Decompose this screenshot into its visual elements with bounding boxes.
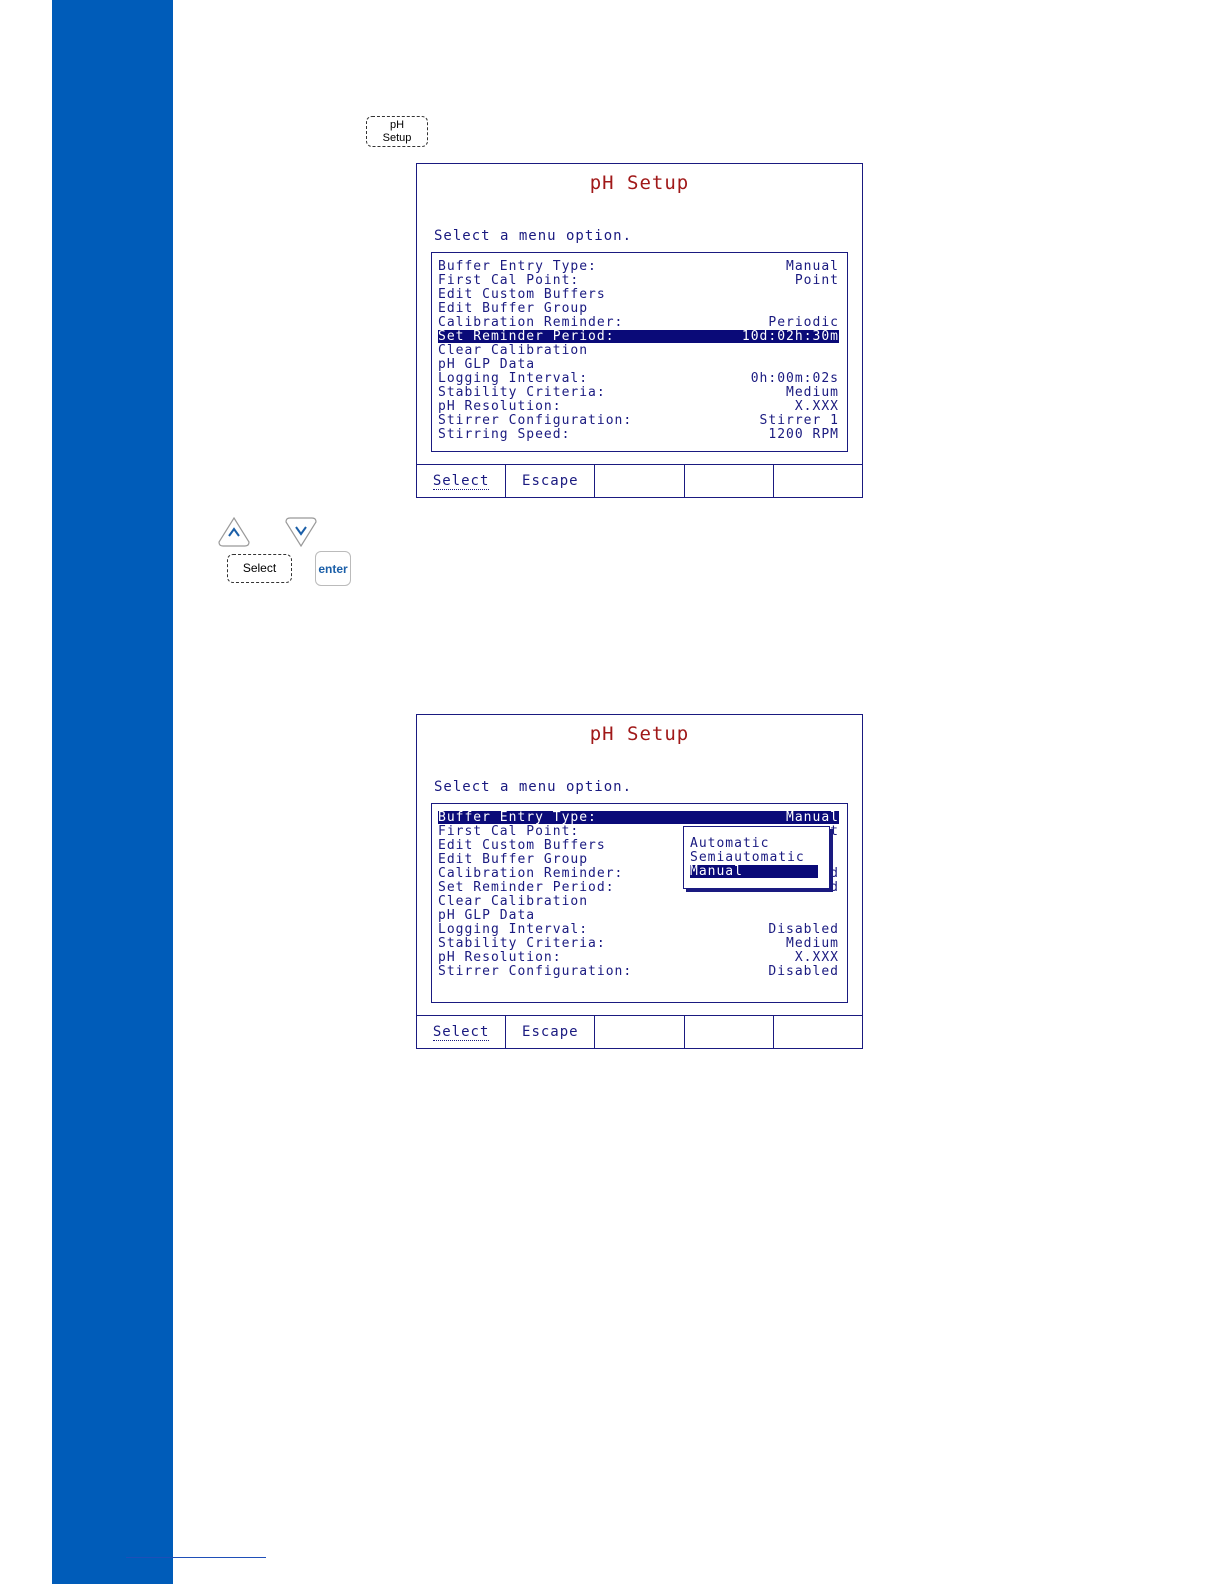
- softkey-bar: [417, 1015, 862, 1048]
- sidebar-band: [52, 0, 173, 1584]
- menu-item-label: Stability Criteria:: [438, 385, 606, 400]
- up-arrow-key[interactable]: [217, 516, 251, 548]
- menu-item[interactable]: [438, 923, 839, 936]
- menu-item-label: Logging Interval:: [438, 922, 589, 937]
- menu-item-label: Stirring Speed:: [438, 427, 571, 442]
- screen-prompt: Select a menu option.: [434, 228, 633, 244]
- menu-item[interactable]: [438, 965, 839, 978]
- menu-item-value: 1200 RPM: [768, 427, 839, 442]
- menu-item-value: Disabled: [768, 922, 839, 937]
- menu-item-value: X.XXX: [794, 399, 839, 414]
- menu-item-label: Stability Criteria:: [438, 936, 606, 951]
- menu-item-label: pH GLP Data: [438, 908, 536, 923]
- menu-item-value: Medium: [786, 936, 839, 951]
- menu-list: [431, 252, 848, 452]
- menu-item[interactable]: [438, 937, 839, 950]
- select-key-label: Select: [242, 560, 277, 575]
- menu-item-label: Logging Interval:: [438, 371, 589, 386]
- lcd-screen-1: [416, 163, 863, 498]
- menu-item-label: Clear Calibration: [438, 343, 589, 358]
- enter-key-label: enter: [318, 561, 348, 576]
- menu-item-value: t: [830, 824, 839, 839]
- menu-item[interactable]: [438, 260, 839, 273]
- menu-item[interactable]: [438, 909, 839, 922]
- menu-list: [431, 803, 848, 1003]
- softkey-blank-5[interactable]: [773, 465, 862, 497]
- menu-item-label: Calibration Reminder:: [438, 866, 624, 881]
- softkey-escape[interactable]: Escape: [505, 1016, 594, 1048]
- menu-item[interactable]: [438, 951, 839, 964]
- enter-key[interactable]: [315, 551, 351, 586]
- menu-item[interactable]: [438, 316, 839, 329]
- menu-item-label: Edit Custom Buffers: [438, 287, 606, 302]
- menu-item[interactable]: [438, 288, 839, 301]
- menu-item-label: Set Reminder Period:: [438, 329, 615, 344]
- popup-option[interactable]: Semiautomatic: [690, 850, 805, 865]
- popup-option-selected[interactable]: Manual: [690, 865, 818, 878]
- ph-setup-key-line1: pH: [389, 119, 405, 132]
- menu-item-value: d: [830, 880, 839, 895]
- menu-item[interactable]: [438, 302, 839, 315]
- menu-item-label: Stirrer Configuration:: [438, 964, 633, 979]
- menu-item-label: Calibration Reminder:: [438, 315, 624, 330]
- menu-item-value: Manual: [786, 810, 839, 825]
- menu-item-selected[interactable]: [438, 330, 839, 343]
- menu-item-label: Buffer Entry Type:: [438, 810, 597, 825]
- ph-setup-key[interactable]: [366, 116, 428, 147]
- down-arrow-key[interactable]: [284, 516, 318, 548]
- menu-item-label: Edit Custom Buffers: [438, 838, 606, 853]
- menu-item-value: Disabled: [768, 964, 839, 979]
- softkey-bar: [417, 464, 862, 497]
- softkey-blank-5[interactable]: [773, 1016, 862, 1048]
- ph-setup-key-line2: Setup: [382, 131, 412, 144]
- menu-item-label: First Cal Point:: [438, 273, 580, 288]
- menu-item-label: First Cal Point:: [438, 824, 580, 839]
- menu-item-value: Manual: [786, 259, 839, 274]
- buffer-type-popup: [683, 826, 830, 889]
- menu-item[interactable]: [438, 274, 839, 287]
- menu-item[interactable]: [438, 414, 839, 427]
- softkey-select[interactable]: Select: [432, 1023, 490, 1040]
- menu-item[interactable]: [438, 386, 839, 399]
- softkey-blank-3[interactable]: [594, 1016, 683, 1048]
- menu-item-value: Medium: [786, 385, 839, 400]
- menu-item[interactable]: [438, 358, 839, 371]
- lcd-screen-2: [416, 714, 863, 1049]
- menu-item[interactable]: [438, 344, 839, 357]
- menu-item-label: Edit Buffer Group: [438, 852, 589, 867]
- menu-item-value: 0h:00m:02s: [750, 371, 839, 386]
- menu-item-label: Clear Calibration: [438, 894, 589, 909]
- screen-prompt: Select a menu option.: [434, 779, 633, 795]
- softkey-select[interactable]: Select: [432, 472, 490, 489]
- menu-item-value: 10d:02h:30m: [741, 329, 839, 344]
- footer-link-underline: [126, 1557, 266, 1558]
- menu-item-label: pH Resolution:: [438, 950, 562, 965]
- menu-item[interactable]: [438, 428, 839, 441]
- menu-item-label: pH GLP Data: [438, 357, 536, 372]
- menu-item-value: d: [830, 866, 839, 881]
- menu-item[interactable]: [438, 895, 839, 908]
- menu-item[interactable]: [438, 400, 839, 413]
- menu-item-value: Periodic: [768, 315, 839, 330]
- softkey-escape[interactable]: Escape: [505, 465, 594, 497]
- menu-item-label: Edit Buffer Group: [438, 301, 589, 316]
- softkey-blank-4[interactable]: [684, 465, 773, 497]
- menu-item[interactable]: [438, 372, 839, 385]
- menu-item-label: Set Reminder Period:: [438, 880, 615, 895]
- menu-item-value: Point: [794, 273, 839, 288]
- screen-title: pH Setup: [589, 723, 690, 745]
- softkey-blank-4[interactable]: [684, 1016, 773, 1048]
- menu-item-value: Stirrer 1: [759, 413, 839, 428]
- softkey-blank-3[interactable]: [594, 465, 683, 497]
- select-key[interactable]: [227, 554, 292, 583]
- menu-item-label: pH Resolution:: [438, 399, 562, 414]
- screen-title: pH Setup: [589, 172, 690, 194]
- menu-item-label: Buffer Entry Type:: [438, 259, 597, 274]
- popup-option[interactable]: Automatic: [690, 836, 770, 851]
- menu-item-value: X.XXX: [794, 950, 839, 965]
- menu-item-selected[interactable]: [438, 811, 839, 824]
- menu-item-label: Stirrer Configuration:: [438, 413, 633, 428]
